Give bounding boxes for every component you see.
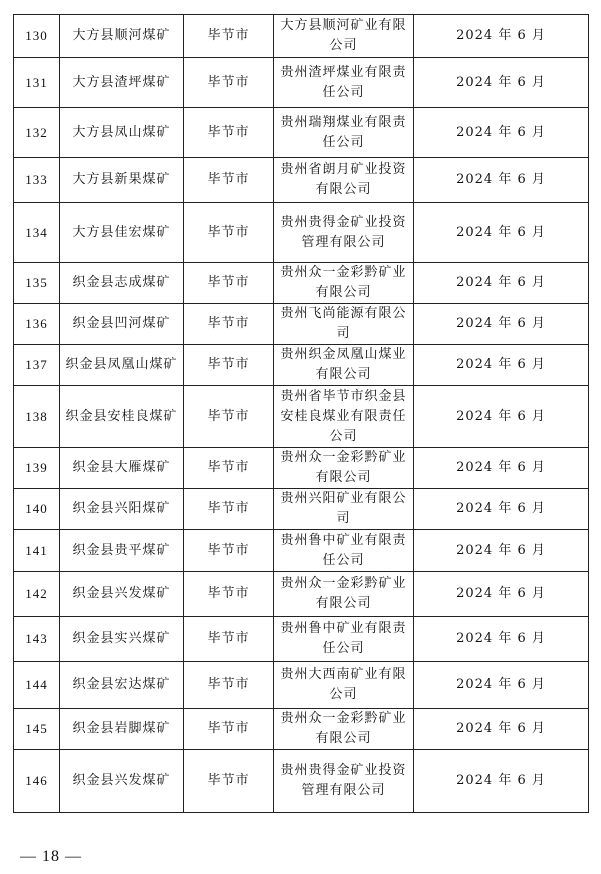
table-row xyxy=(14,263,589,304)
mine-name: 织金县岩脚煤矿 xyxy=(60,709,184,750)
date: 2024 年 6 月 xyxy=(414,263,589,304)
row-number: 136 xyxy=(14,304,60,345)
date: 2024 年 6 月 xyxy=(414,489,589,530)
mine-name: 织金县宏达煤矿 xyxy=(60,662,184,709)
date: 2024 年 6 月 xyxy=(414,386,589,448)
row-number: 130 xyxy=(14,15,60,58)
mine-name: 大方县渣坪煤矿 xyxy=(60,58,184,108)
company-name: 贵州众一金彩黔矿业有限公司 xyxy=(274,572,414,617)
row-number: 139 xyxy=(14,448,60,489)
table-row xyxy=(14,345,589,386)
date: 2024 年 6 月 xyxy=(414,203,589,263)
row-number: 132 xyxy=(14,108,60,158)
row-number: 131 xyxy=(14,58,60,108)
table-row xyxy=(14,203,589,263)
table-row xyxy=(14,709,589,750)
date: 2024 年 6 月 xyxy=(414,617,589,662)
table-row xyxy=(14,304,589,345)
mine-name: 大方县顺河煤矿 xyxy=(60,15,184,58)
city: 毕节市 xyxy=(184,572,274,617)
table-row xyxy=(14,750,589,813)
company-name: 大方县顺河矿业有限公司 xyxy=(274,15,414,58)
row-number: 135 xyxy=(14,263,60,304)
page-number: — 18 — xyxy=(20,848,82,865)
company-name: 贵州飞尚能源有限公司 xyxy=(274,304,414,345)
company-name: 贵州鲁中矿业有限责任公司 xyxy=(274,530,414,572)
company-name: 贵州贵得金矿业投资管理有限公司 xyxy=(274,203,414,263)
city: 毕节市 xyxy=(184,489,274,530)
mine-name: 织金县兴发煤矿 xyxy=(60,572,184,617)
company-name: 贵州瑞翔煤业有限责任公司 xyxy=(274,108,414,158)
row-number: 141 xyxy=(14,530,60,572)
date: 2024 年 6 月 xyxy=(414,750,589,813)
table-row xyxy=(14,108,589,158)
row-number: 138 xyxy=(14,386,60,448)
row-number: 145 xyxy=(14,709,60,750)
row-number: 144 xyxy=(14,662,60,709)
company-name: 贵州众一金彩黔矿业有限公司 xyxy=(274,448,414,489)
mine-name: 大方县新果煤矿 xyxy=(60,158,184,203)
mine-table-body xyxy=(14,15,589,813)
row-number: 143 xyxy=(14,617,60,662)
date: 2024 年 6 月 xyxy=(414,709,589,750)
city: 毕节市 xyxy=(184,58,274,108)
city: 毕节市 xyxy=(184,448,274,489)
date: 2024 年 6 月 xyxy=(414,15,589,58)
row-number: 146 xyxy=(14,750,60,813)
company-name: 贵州省毕节市织金县安桂良煤业有限责任公司 xyxy=(274,386,414,448)
company-name: 贵州大西南矿业有限公司 xyxy=(274,662,414,709)
mine-name: 织金县凹河煤矿 xyxy=(60,304,184,345)
city: 毕节市 xyxy=(184,345,274,386)
table-row xyxy=(14,58,589,108)
mine-name: 大方县佳宏煤矿 xyxy=(60,203,184,263)
city: 毕节市 xyxy=(184,158,274,203)
city: 毕节市 xyxy=(184,617,274,662)
row-number: 137 xyxy=(14,345,60,386)
mine-name: 大方县凤山煤矿 xyxy=(60,108,184,158)
company-name: 贵州众一金彩黔矿业有限公司 xyxy=(274,263,414,304)
table-row xyxy=(14,158,589,203)
date: 2024 年 6 月 xyxy=(414,58,589,108)
company-name: 贵州省朗月矿业投资有限公司 xyxy=(274,158,414,203)
mine-name: 织金县大雁煤矿 xyxy=(60,448,184,489)
mine-name: 织金县兴阳煤矿 xyxy=(60,489,184,530)
row-number: 134 xyxy=(14,203,60,263)
table-row xyxy=(14,617,589,662)
city: 毕节市 xyxy=(184,304,274,345)
city: 毕节市 xyxy=(184,386,274,448)
table-row xyxy=(14,530,589,572)
date: 2024 年 6 月 xyxy=(414,662,589,709)
company-name: 贵州渣坪煤业有限责任公司 xyxy=(274,58,414,108)
company-name: 贵州贵得金矿业投资管理有限公司 xyxy=(274,750,414,813)
mine-name: 织金县贵平煤矿 xyxy=(60,530,184,572)
date: 2024 年 6 月 xyxy=(414,448,589,489)
city: 毕节市 xyxy=(184,709,274,750)
city: 毕节市 xyxy=(184,263,274,304)
company-name: 贵州兴阳矿业有限公司 xyxy=(274,489,414,530)
city: 毕节市 xyxy=(184,662,274,709)
row-number: 140 xyxy=(14,489,60,530)
city: 毕节市 xyxy=(184,15,274,58)
city: 毕节市 xyxy=(184,750,274,813)
date: 2024 年 6 月 xyxy=(414,158,589,203)
mine-name: 织金县志成煤矿 xyxy=(60,263,184,304)
date: 2024 年 6 月 xyxy=(414,108,589,158)
company-name: 贵州织金凤凰山煤业有限公司 xyxy=(274,345,414,386)
mine-name: 织金县实兴煤矿 xyxy=(60,617,184,662)
company-name: 贵州鲁中矿业有限责任公司 xyxy=(274,617,414,662)
table-row xyxy=(14,572,589,617)
date: 2024 年 6 月 xyxy=(414,530,589,572)
table-row xyxy=(14,662,589,709)
mine-table xyxy=(13,14,589,813)
company-name: 贵州众一金彩黔矿业有限公司 xyxy=(274,709,414,750)
mine-name: 织金县凤凰山煤矿 xyxy=(60,345,184,386)
city: 毕节市 xyxy=(184,530,274,572)
date: 2024 年 6 月 xyxy=(414,345,589,386)
row-number: 133 xyxy=(14,158,60,203)
city: 毕节市 xyxy=(184,108,274,158)
date: 2024 年 6 月 xyxy=(414,304,589,345)
table-row xyxy=(14,448,589,489)
mine-name: 织金县安桂良煤矿 xyxy=(60,386,184,448)
table-row xyxy=(14,15,589,58)
row-number: 142 xyxy=(14,572,60,617)
date: 2024 年 6 月 xyxy=(414,572,589,617)
table-row xyxy=(14,489,589,530)
city: 毕节市 xyxy=(184,203,274,263)
table-row xyxy=(14,386,589,448)
mine-name: 织金县兴发煤矿 xyxy=(60,750,184,813)
